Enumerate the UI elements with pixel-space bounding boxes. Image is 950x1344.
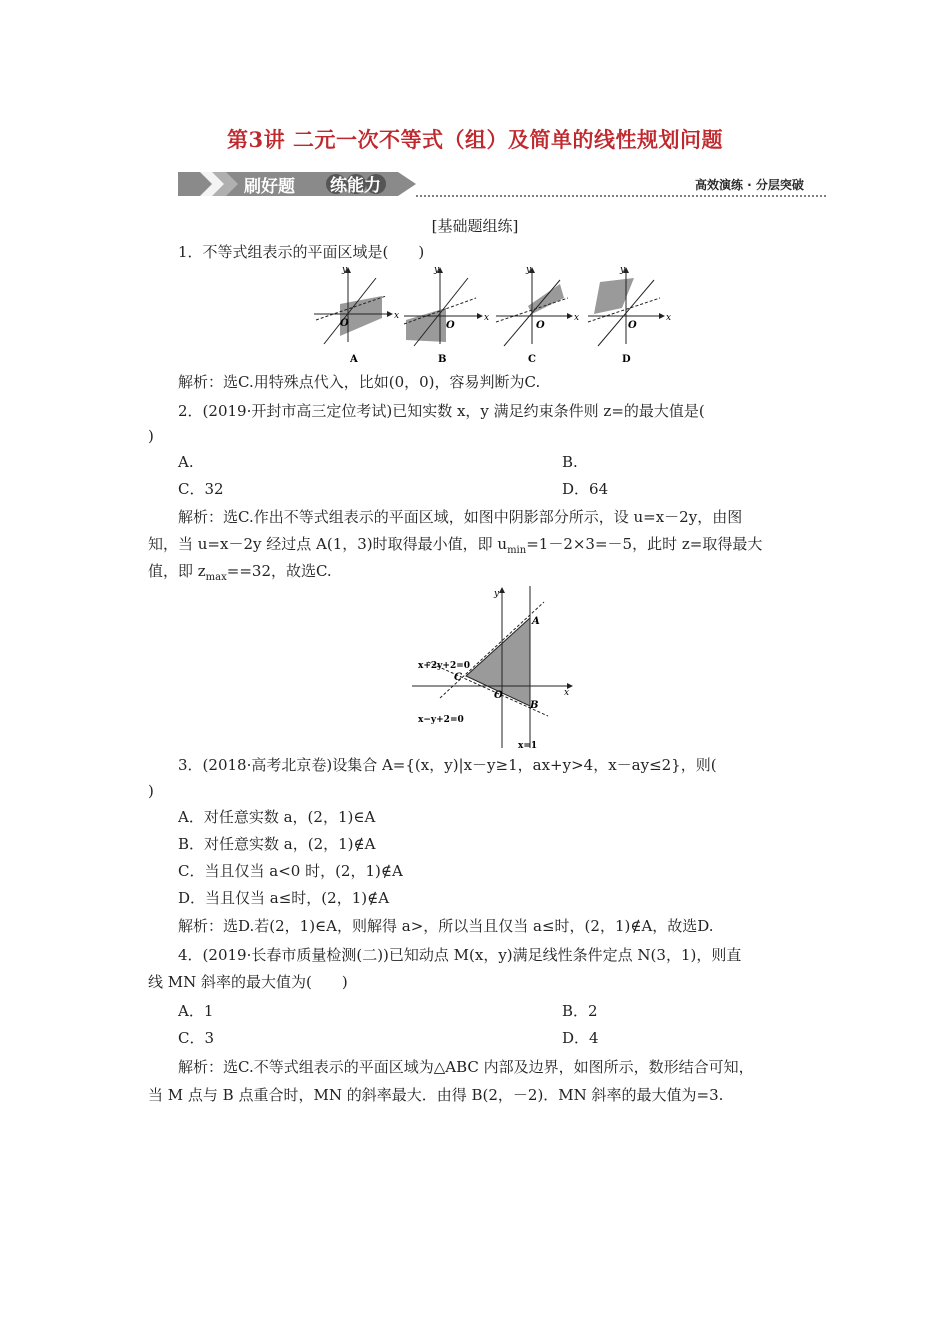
q1-graph-d: [588, 265, 671, 346]
q3-analysis: 解析：选D.若(2，1)∈A，则解得 a>，所以当且仅当 a≤时，(2，1)∉A，故选D.: [178, 917, 714, 935]
q1-label-a: A: [350, 354, 358, 365]
q1a-y: y: [342, 265, 348, 275]
section-header: [基础题组练]: [431, 217, 519, 235]
q3-option-a: A．对任意实数 a，(2，1)∈A: [178, 808, 376, 826]
q4-stem-line2: 线 MN 斜率的最大值为( ): [148, 973, 348, 991]
q3-option-d: D．当且仅当 a≤时，(2，1)∉A: [178, 889, 390, 907]
q2-fig-line2: x−y+2=0: [418, 715, 464, 725]
q2-analysis-line2: 知，当 u=x－2y 经过点 A(1，3)时取得最小值，即 $u_{min}=1-2\times 3=-5$，此时 z=取得最大: [148, 535, 763, 556]
q1-options-figure: [310, 262, 680, 370]
q1-label-d: D: [622, 354, 631, 365]
banner-right-label: 练能力: [330, 176, 381, 196]
q1-analysis: 解析：选C.用特殊点代入，比如(0，0)，容易判断为C.: [178, 373, 541, 391]
q3-option-b: B．对任意实数 a，(2，1)∉A: [178, 835, 376, 853]
q1c-origin: O: [536, 320, 545, 331]
q2-option-c: C．32: [178, 480, 224, 498]
q1b-x: x: [484, 313, 490, 323]
q4-option-d: D．4: [562, 1029, 599, 1047]
q2-fig-y: y: [494, 589, 500, 599]
q1-graph-c: [496, 265, 579, 346]
q2-figure: [410, 582, 580, 754]
q4-option-c: C．3: [178, 1029, 215, 1047]
q2-fig-o: O: [494, 690, 503, 701]
q3-stem-line1: 3．(2018·高考北京卷)设集合 A={(x，y)|x－y≥1，ax+y>4，x－ay≤2}，则(: [178, 756, 717, 774]
q1d-y: y: [620, 265, 626, 275]
q2-stem-line2: ): [148, 427, 154, 445]
q2-stem-line1: 2．(2019·开封市高三定位考试)已知实数 x，y 满足约束条件则 z=的最大值是(: [178, 402, 705, 420]
banner-tagline: 高效演练 · 分层突破: [695, 178, 804, 192]
q1-stem: 1．不等式组表示的平面区域是( ): [178, 243, 425, 261]
q1a-x: x: [394, 311, 400, 321]
q2-analysis-line1: 解析：选C.作出不等式组表示的平面区域，如图中阴影部分所示，设 u=x－2y，由图: [178, 508, 743, 526]
q2-fig-x: x: [564, 688, 570, 698]
q2-fig-b: B: [530, 700, 539, 711]
q1-label-b: B: [438, 354, 447, 365]
q1c-x: x: [574, 313, 580, 323]
q1d-origin: O: [628, 320, 637, 331]
q2-option-a: A.: [178, 453, 194, 471]
q3-option-c: C．当且仅当 a<0 时，(2，1)∉A: [178, 862, 403, 880]
q4-analysis-line2: 当 M 点与 B 点重合时，MN 的斜率最大．由得 B(2，－2)．MN 斜率的最大值为=3.: [148, 1086, 724, 1104]
q1-graph-b: [404, 265, 489, 346]
q1b-y: y: [434, 265, 440, 275]
q4-option-a: A．1: [178, 1002, 214, 1020]
q4-stem-line1: 4．(2019·长春市质量检测(二))已知动点 M(x，y)满足线性条件定点 N(3，1)，则直: [178, 946, 742, 964]
q4-option-b: B．2: [562, 1002, 598, 1020]
q1c-y: y: [526, 265, 532, 275]
q2-fig-c: C: [454, 672, 462, 683]
q1d-x: x: [666, 313, 672, 323]
page-title: 第3讲 二元一次不等式（组）及简单的线性规划问题: [227, 127, 723, 152]
q2-fig-line3: x=1: [518, 741, 538, 751]
q1b-origin: O: [446, 320, 455, 331]
q2-fig-line1: x+2y+2=0: [418, 661, 471, 671]
q4-analysis-line1: 解析：选C.不等式组表示的平面区域为△ABC 内部及边界，如图所示，数形结合可知，: [178, 1058, 754, 1076]
banner-left-label: 刷好题: [244, 177, 295, 197]
q2-option-d: D．64: [562, 480, 609, 498]
q1-graph-a: [314, 265, 399, 344]
q2-fig-a: A: [532, 616, 540, 627]
q1-label-c: C: [528, 354, 536, 365]
q2-analysis-line3: 值，即 $z_{max}==32$，故选C.: [148, 562, 332, 583]
q2-option-b: B.: [562, 453, 578, 471]
q1a-origin: O: [340, 318, 349, 329]
q3-stem-line2: ): [148, 782, 154, 800]
